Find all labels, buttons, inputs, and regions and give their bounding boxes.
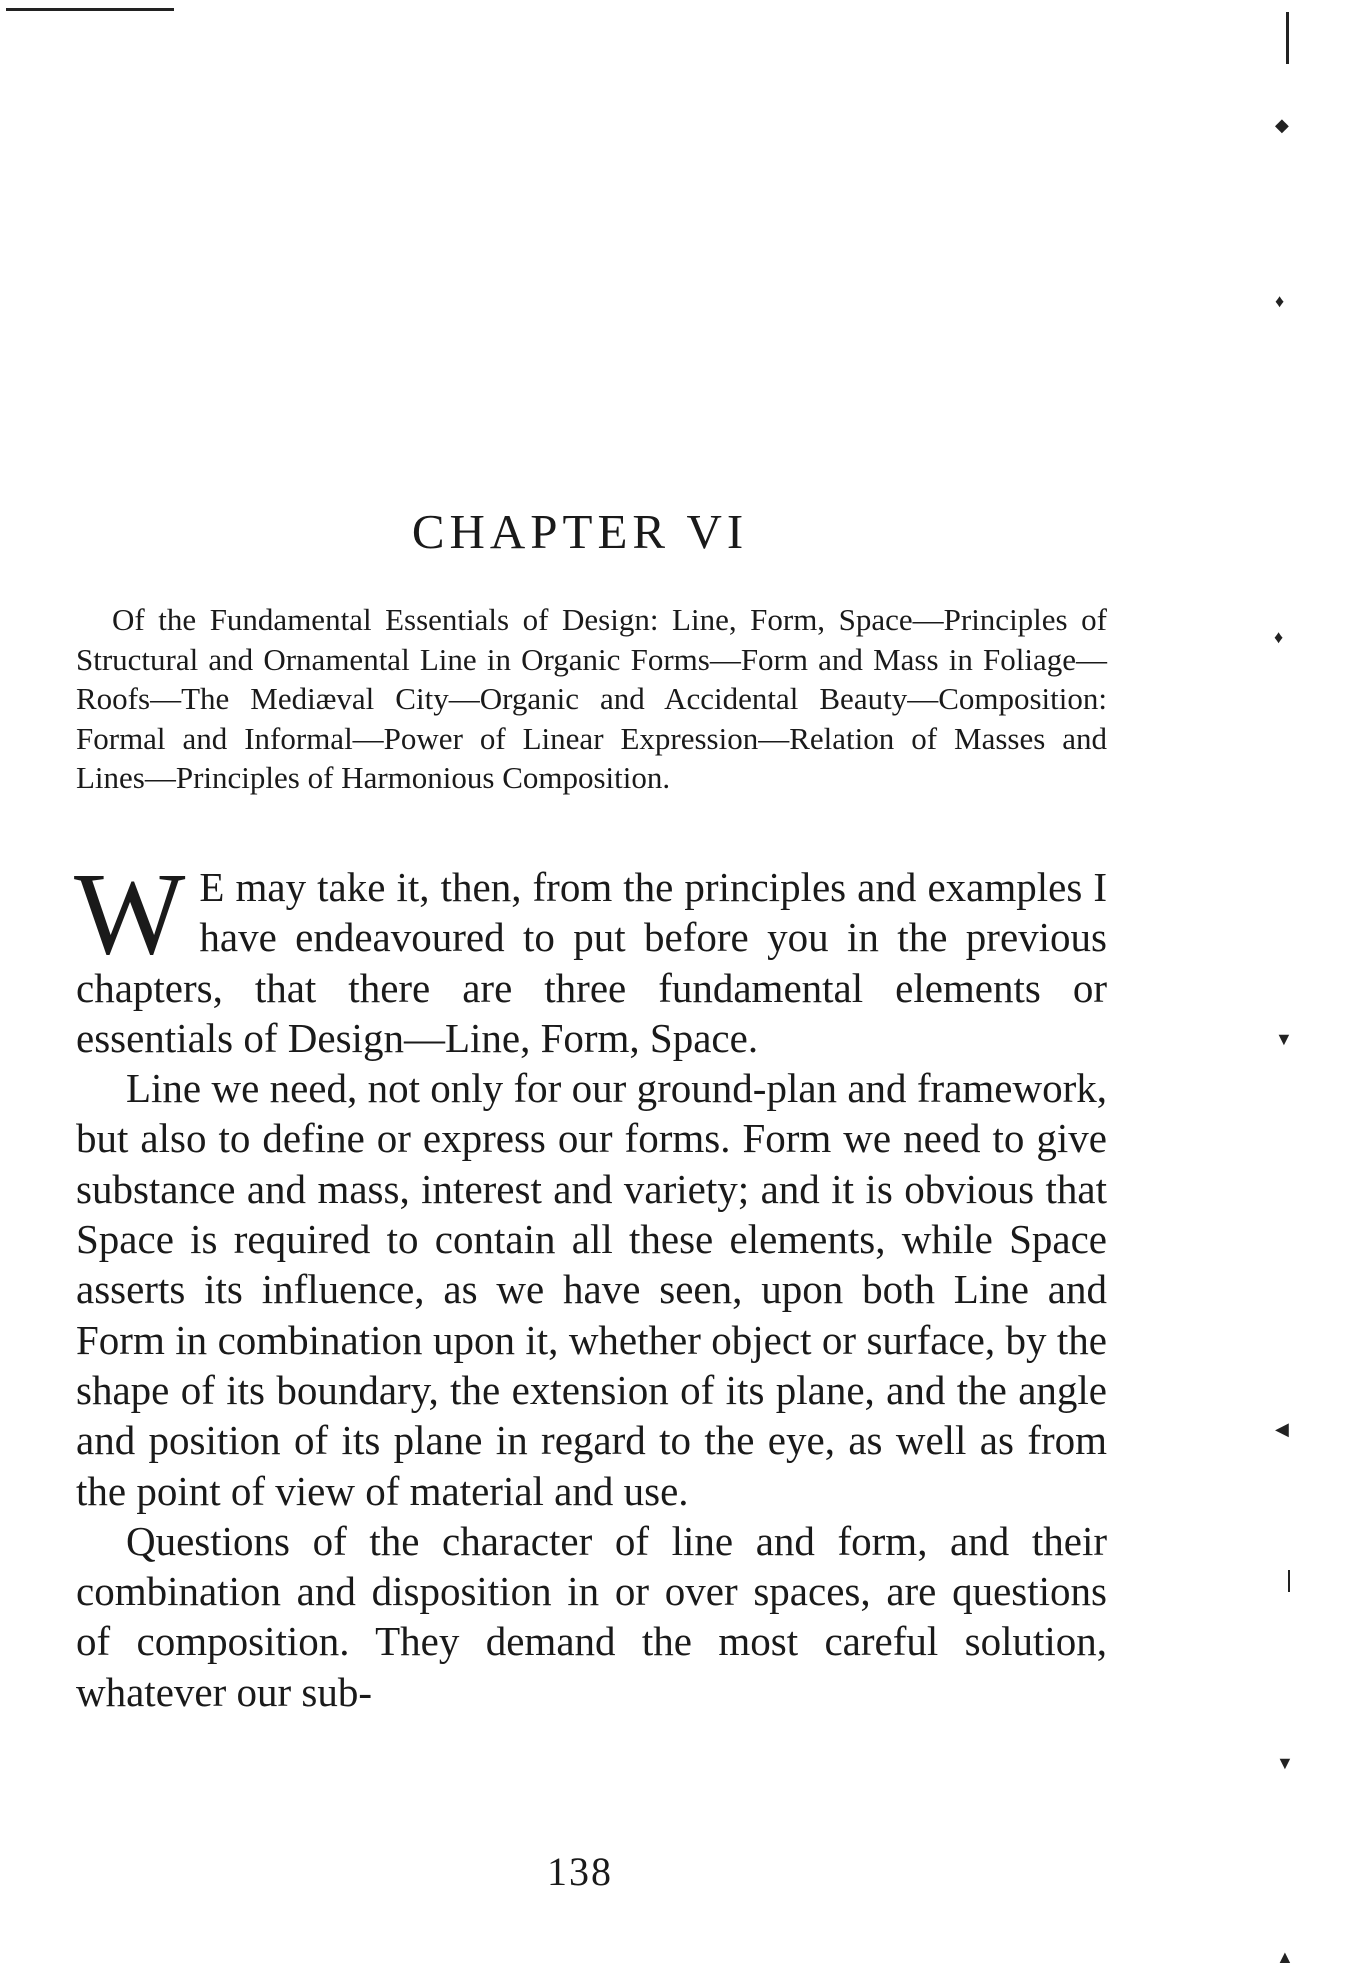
drop-cap: W	[74, 848, 186, 979]
margin-ornament: ▼	[1275, 1029, 1293, 1049]
margin-tick-mark	[1286, 12, 1289, 64]
margin-ornament: ◆	[1275, 115, 1289, 135]
margin-ornament: ♦	[1274, 627, 1284, 647]
margin-tick-mark	[1288, 1570, 1290, 1592]
margin-ornament: ♦	[1275, 291, 1285, 311]
paragraph-1-text: E may take it, then, from the principles and examples I have endeavoured to put before you in the previous chapters, that there are three fundamental elements or essentials of Design—Line, Form, Space.	[76, 864, 1107, 1061]
margin-ornament: ▼	[1276, 1753, 1294, 1773]
body-text	[74, 848, 1107, 1717]
page-number: 138	[547, 1849, 613, 1894]
margin-ornament: ◀	[1275, 1419, 1289, 1439]
chapter-title: CHAPTER VI	[411, 504, 749, 559]
margin-ornament: ▲	[1276, 1947, 1294, 1967]
paragraph-3: Questions of the character of line and form, and their combination and disposition in or over spaces, are questions of composition. They demand the most careful solution, whatever our sub-	[76, 1517, 1107, 1715]
paragraph-2: Line we need, not only for our ground-plan and framework, but also to define or express our forms. Form we need to give substance and mass, interest and variety; and it is obvious that Space is required to contain all these elements, while Space asserts its influence, as we have seen, upon both Line and Form in combination upon it, whether object or surface, by the shape of its boundary, the extension of its plane, and the angle and position of its plane in regard to the eye, as well as from the point of view of material and use.	[76, 1065, 1107, 1514]
chapter-summary: Of the Fundamental Essentials of Design: Line, Form, Space—Principles of Structural and Ornamental Line in Organic Forms—Form and Mass in Foliage—Roofs—The Mediæval City—Organic and Accidental Beauty—Composition: Formal and Informal—Power of Linear Expression—Relation of Masses and Lines—Principles of Harmonious Composition.	[76, 602, 1107, 795]
paragraph-1	[74, 848, 1107, 1063]
top-rule	[6, 8, 174, 11]
